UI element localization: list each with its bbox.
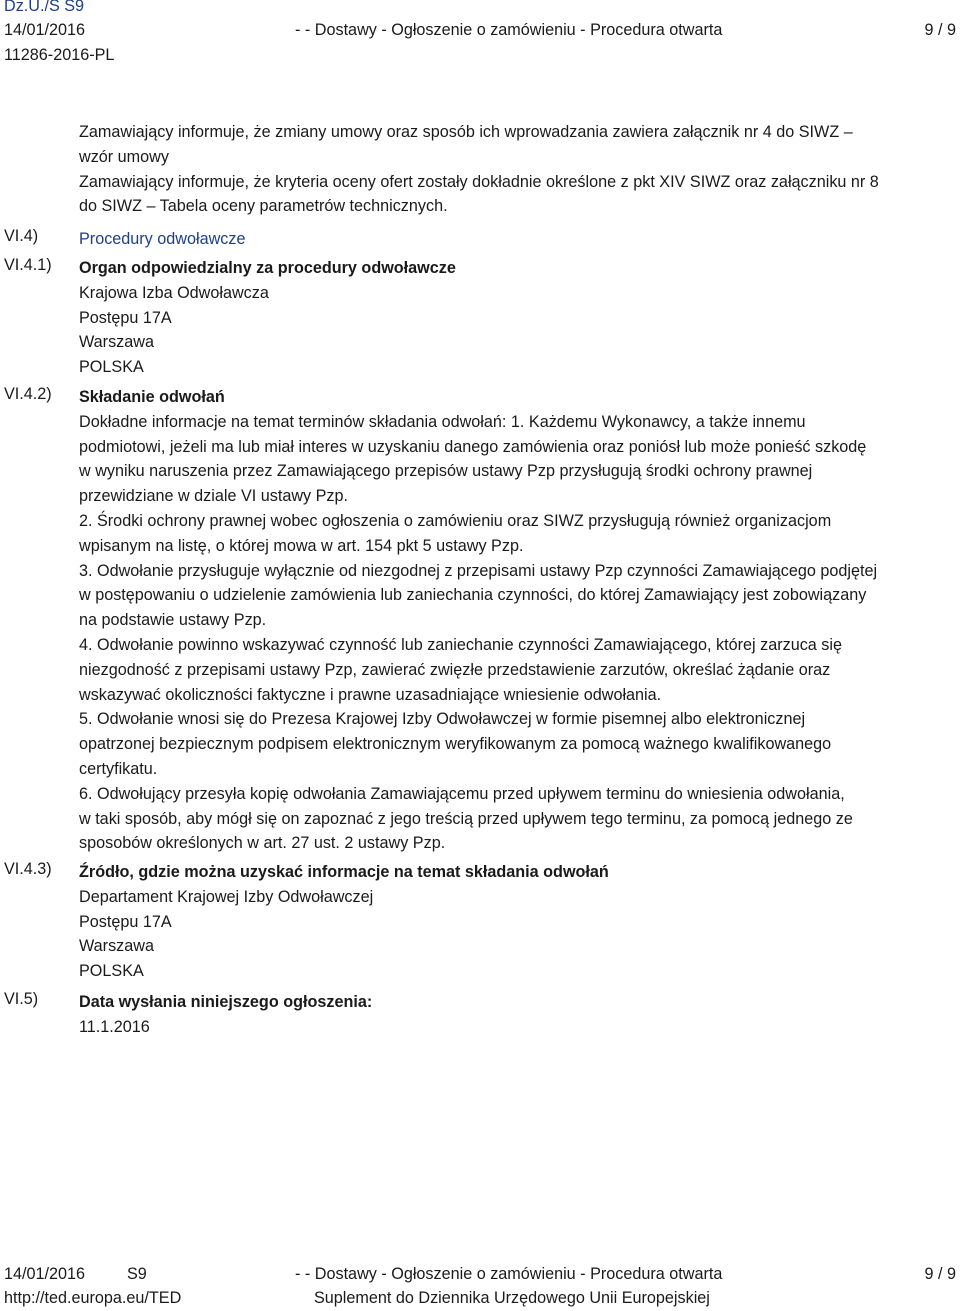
footer-title: - - Dostawy - Ogłoszenie o zamówieniu - Procedura otwarta: [295, 1265, 723, 1283]
additional-info: [79, 120, 951, 219]
appeals-line: 4. Odwołanie powinno wskazywać czynność lub zaniechanie czynności Zamawiającego, której zarzuca się: [79, 635, 842, 654]
appeals-line: 6. Odwołujący przesyła kopię odwołania Zamawiającemu przed upływem terminu do wniesienia odwołania,: [79, 784, 845, 803]
info-line: wzór umowy: [79, 147, 169, 166]
review-body-city: Warszawa: [79, 333, 154, 352]
header-title: - - Dostawy - Ogłoszenie o zamówieniu - Procedura otwarta: [295, 21, 723, 39]
appeals-line: wpisanym na listę, o której mowa w art. 154 pkt 5 ustawy Pzp.: [79, 536, 524, 555]
header-date: 14/01/2016: [4, 21, 86, 39]
appeals-line: podmiotowi, jeżeli ma lub miał interes w uzyskaniu danego zamówienia oraz poniósł lub może ponieść szkodę: [79, 437, 867, 456]
section-number-vi4: VI.4): [4, 227, 39, 245]
appeals-line: w wyniku naruszenia przez Zamawiającego przepisów ustawy Pzp przysługują środki ochrony prawnej: [79, 462, 813, 481]
appeals-info-heading: Źródło, gdzie można uzyskać informacje na temat składania odwołań: [79, 863, 609, 881]
appeals-info-country: POLSKA: [79, 962, 144, 981]
section-number-vi42: VI.4.2): [4, 385, 52, 403]
review-body-block: [79, 256, 951, 380]
appeals-heading: Składanie odwołań: [79, 388, 225, 406]
section-number-vi43: VI.4.3): [4, 860, 52, 878]
review-body-heading: Organ odpowiedzialny za procedury odwoławcze: [79, 259, 456, 277]
appeals-block: [79, 385, 951, 856]
procedures-heading: Procedury odwoławcze: [79, 230, 246, 248]
appeals-info-name: Departament Krajowej Izby Odwoławczej: [79, 887, 374, 906]
appeals-line: niezgodność z przepisami ustawy Pzp, zawierać zwięzłe przedstawienie zarzutów, określać żądanie oraz: [79, 660, 831, 679]
journal-ref: Dz.U./S S9: [4, 0, 85, 15]
dispatch-block: [79, 990, 951, 1040]
appeals-line: w taki sposób, aby mógł się on zapoznać z jego treścią przed upływem tego terminu, za pomocą jednego ze: [79, 809, 853, 828]
appeals-line: wskazywać okoliczności faktyczne i prawne uzasadniające wniesienie odwołania.: [79, 685, 662, 704]
footer-supplement: Suplement do Dziennika Urzędowego Unii Europejskiej: [314, 1289, 710, 1307]
footer-series: S9: [127, 1265, 147, 1283]
appeals-info-city: Warszawa: [79, 937, 154, 956]
info-line: do SIWZ – Tabela oceny parametrów technicznych.: [79, 197, 448, 216]
notice-number: 11286-2016-PL: [4, 46, 115, 64]
section-number-vi41: VI.4.1): [4, 256, 52, 274]
footer-url[interactable]: http://ted.europa.eu/TED: [4, 1289, 182, 1307]
appeals-info-street: Postępu 17A: [79, 912, 172, 931]
dispatch-heading: Data wysłania niniejszego ogłoszenia:: [79, 993, 373, 1011]
footer-date: 14/01/2016: [4, 1265, 86, 1283]
appeals-line: 3. Odwołanie przysługuje wyłącznie od niezgodnej z przepisami ustawy Pzp czynności Zamawiającego podjętej: [79, 561, 878, 580]
info-line: Zamawiający informuje, że kryteria oceny ofert zostały dokładnie określone z pkt XIV SIWZ oraz załączniku nr 8: [79, 172, 879, 191]
section-number-vi5: VI.5): [4, 990, 39, 1008]
review-body-country: POLSKA: [79, 358, 144, 377]
dispatch-date: 11.1.2016: [79, 1017, 150, 1036]
review-body-name: Krajowa Izba Odwoławcza: [79, 283, 269, 302]
footer-page-number: 9 / 9: [924, 1265, 956, 1283]
appeals-line: 5. Odwołanie wnosi się do Prezesa Krajowej Izby Odwoławczej w formie pisemnej albo elektronicznej: [79, 710, 806, 729]
appeals-line: Dokładne informacje na temat terminów składania odwołań: 1. Każdemu Wykonawcy, a także innemu: [79, 412, 806, 431]
appeals-line: na podstawie ustawy Pzp.: [79, 611, 267, 630]
info-line: Zamawiający informuje, że zmiany umowy oraz sposób ich wprowadzania zawiera załącznik nr 4 do SIWZ –: [79, 123, 853, 141]
appeals-line: przewidziane w dziale VI ustawy Pzp.: [79, 487, 349, 506]
appeals-info-block: [79, 860, 951, 984]
appeals-line: 2. Środki ochrony prawnej wobec ogłoszenia o zamówieniu oraz SIWZ przysługują również organizacjom: [79, 511, 832, 530]
appeals-line: w postępowaniu o udzielenie zamówienia lub zaniechania czynności, do której Zamawiający jest zobowiązany: [79, 586, 867, 605]
review-body-street: Postępu 17A: [79, 308, 172, 327]
appeals-line: certyfikatu.: [79, 759, 158, 778]
appeals-line: opatrzonej bezpiecznym podpisem elektronicznym weryfikowanym za pomocą ważnego kwalifikowanego: [79, 735, 832, 754]
appeals-line: sposobów określonych w art. 27 ust. 2 ustawy Pzp.: [79, 834, 446, 853]
page-number: 9 / 9: [924, 21, 956, 39]
